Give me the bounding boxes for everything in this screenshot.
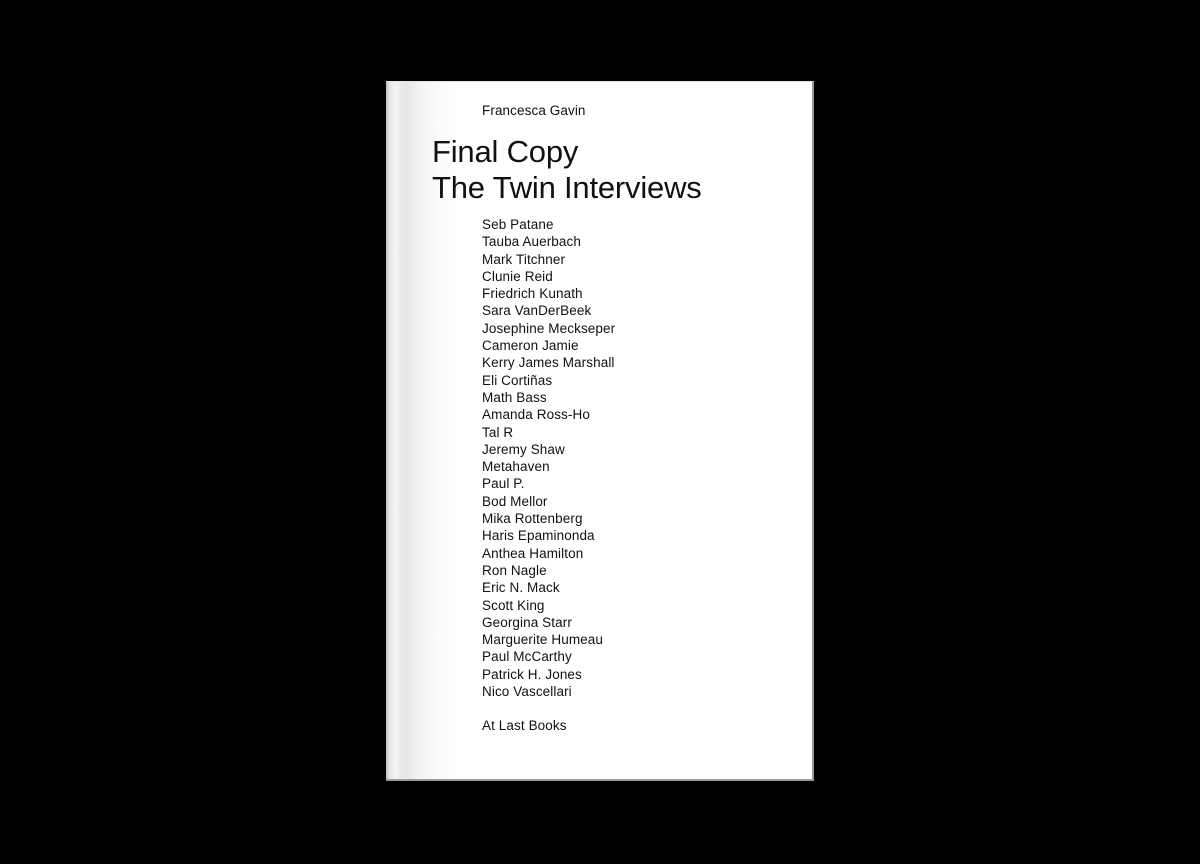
contributor-name: Scott King (482, 597, 545, 613)
contributor-name: Paul McCarthy (482, 649, 572, 665)
author-name: Francesca Gavin (482, 103, 586, 118)
contributor-name: Math Bass (482, 389, 547, 405)
contributor-name: Paul P. (482, 476, 525, 492)
contributor-name: Marguerite Humeau (482, 632, 604, 648)
contributor-name: Anthea Hamilton (482, 545, 584, 561)
contributor-name: Mika Rottenberg (482, 511, 583, 527)
book-title-line-1: Final Copy (432, 134, 579, 169)
contributor-name: Metahaven (482, 459, 550, 475)
contributor-name: Josephine Meckseper (482, 320, 616, 336)
contributor-name: Clunie Reid (482, 268, 553, 284)
contributor-name: Seb Patane (482, 217, 554, 232)
book-title-line-2: The Twin Interviews (432, 170, 702, 205)
contributor-list (482, 216, 615, 700)
contributor-name: Eric N. Mack (482, 580, 560, 596)
contributor-name: Nico Vascellari (482, 684, 572, 700)
contributor-name: Sara VanDerBeek (482, 303, 592, 319)
contributor-name: Mark Titchner (482, 251, 566, 267)
contributor-name: Kerry James Marshall (482, 355, 615, 371)
contributor-name: Haris Epaminonda (482, 528, 595, 544)
contributor-name: Tauba Auerbach (482, 234, 581, 250)
contributor-name: Cameron Jamie (482, 338, 579, 354)
book-cover (386, 81, 814, 781)
contributor-name: Tal R (482, 424, 514, 440)
contributor-name: Eli Cortiñas (482, 372, 553, 388)
publisher-name: At Last Books (482, 718, 567, 733)
contributor-name: Bod Mellor (482, 493, 548, 509)
book-title (432, 134, 702, 206)
contributor-name: Patrick H. Jones (482, 666, 582, 682)
contributor-name: Friedrich Kunath (482, 286, 583, 302)
contributor-name: Jeremy Shaw (482, 441, 565, 457)
contributor-name: Georgina Starr (482, 614, 572, 630)
contributor-name: Ron Nagle (482, 562, 547, 578)
contributor-name: Amanda Ross-Ho (482, 407, 590, 423)
